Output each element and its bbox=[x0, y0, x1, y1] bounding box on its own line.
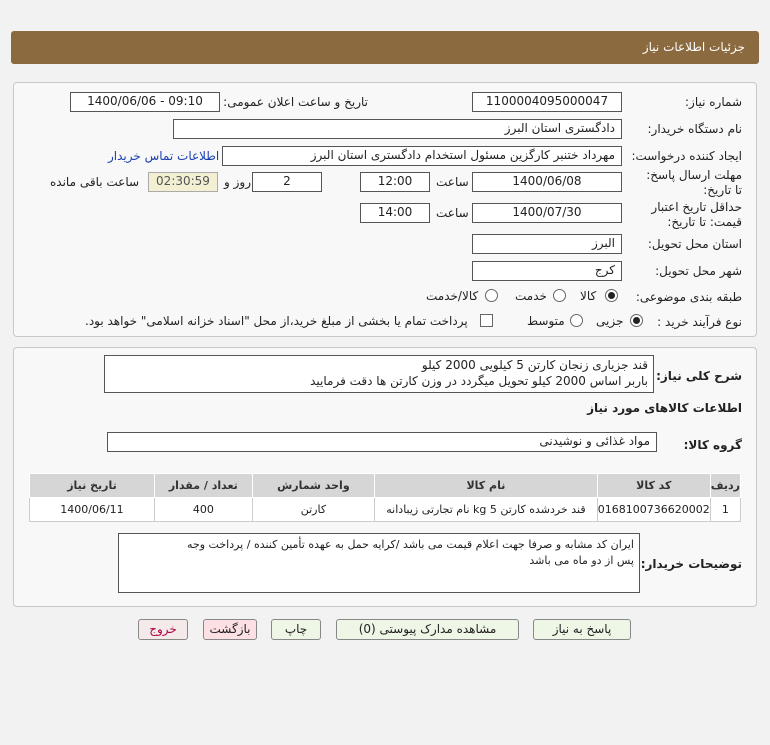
buyer-notes-line-2: پس از دو ماه می باشد bbox=[529, 554, 634, 567]
attachments-button[interactable]: مشاهده مدارک پیوستی (0) bbox=[336, 619, 519, 640]
category-both-label: کالا/خدمت bbox=[426, 289, 479, 303]
buyer-notes-label: توضیحات خریدار: bbox=[640, 557, 742, 571]
province-field: البرز bbox=[472, 234, 622, 254]
reply-button[interactable]: پاسخ به نیاز bbox=[533, 619, 631, 640]
cell-unit: کارتن bbox=[252, 498, 374, 522]
category-label: طبقه بندی موضوعی: bbox=[635, 290, 742, 304]
price-valid-time-field: 14:00 bbox=[360, 203, 430, 223]
description-box bbox=[104, 355, 654, 393]
cell-date: 1400/06/11 bbox=[30, 498, 155, 522]
page-header bbox=[11, 31, 759, 64]
table-header-row bbox=[30, 474, 741, 498]
province-label: استان محل تحویل: bbox=[647, 237, 742, 251]
price-valid-date-field: 1400/07/30 bbox=[472, 203, 622, 223]
cell-code: 0168100736620002 bbox=[597, 498, 710, 522]
deadline-label: مهلت ارسال پاسخ: تا تاریخ: bbox=[646, 168, 742, 197]
goods-group-field: مواد غذائی و نوشیدنی bbox=[107, 432, 657, 452]
goods-table bbox=[29, 473, 741, 522]
category-goods-label: کالا bbox=[580, 289, 597, 303]
print-button[interactable]: چاپ bbox=[271, 619, 321, 640]
creator-field: مهرداد ختنبر کارگزین مسئول استخدام دادگستری استان البرز bbox=[222, 146, 622, 166]
process-medium-radio[interactable] bbox=[570, 314, 583, 327]
remaining-timer: 02:30:59 bbox=[148, 172, 218, 192]
deadline-time-label: ساعت bbox=[436, 175, 469, 189]
cell-row: 1 bbox=[710, 498, 740, 522]
deadline-date-field: 1400/06/08 bbox=[472, 172, 622, 192]
col-date-header: تاریخ نیاز bbox=[30, 474, 155, 498]
cell-qty: 400 bbox=[154, 498, 252, 522]
col-unit-header: واحد شمارش bbox=[252, 474, 374, 498]
description-line-2: باربر اساس 2000 کیلو تحویل میگردد در وزن کارتن ها دقت فرمایید bbox=[310, 374, 648, 388]
description-label: شرح کلی نیاز: bbox=[656, 369, 742, 383]
remaining-label: ساعت باقی مانده bbox=[50, 175, 140, 189]
treasury-payment-checkbox[interactable] bbox=[480, 314, 493, 327]
announce-field: 1400/06/06 - 09:10 bbox=[70, 92, 220, 112]
goods-info-title: اطلاعات کالاهای مورد نیاز bbox=[587, 401, 742, 415]
deadline-time-field: 12:00 bbox=[360, 172, 430, 192]
table-row bbox=[30, 498, 741, 522]
category-goods-radio[interactable] bbox=[605, 289, 618, 302]
price-valid-label: حداقل تاریخ اعتبار قیمت: تا تاریخ: bbox=[651, 200, 742, 229]
city-field: کرج bbox=[472, 261, 622, 281]
treasury-payment-note: پرداخت تمام یا بخشی از مبلغ خرید،از محل "اسناد خزانه اسلامی" خواهد بود. bbox=[85, 314, 468, 328]
col-code-header: کد کالا bbox=[597, 474, 710, 498]
announce-label: تاریخ و ساعت اعلان عمومی: bbox=[223, 95, 368, 109]
goods-group-label: گروه کالا: bbox=[683, 438, 742, 452]
back-button[interactable]: بازگشت bbox=[203, 619, 257, 640]
price-valid-time-label: ساعت bbox=[436, 206, 469, 220]
creator-label: ایجاد کننده درخواست: bbox=[631, 149, 742, 163]
city-label: شهر محل تحویل: bbox=[655, 264, 742, 278]
days-label: روز و bbox=[224, 175, 251, 189]
col-qty-header: تعداد / مقدار bbox=[154, 474, 252, 498]
category-both-radio[interactable] bbox=[485, 289, 498, 302]
process-label: نوع فرآیند خرید : bbox=[657, 315, 742, 329]
buyer-org-label: نام دستگاه خریدار: bbox=[647, 122, 742, 136]
category-service-radio[interactable] bbox=[553, 289, 566, 302]
category-service-label: خدمت bbox=[515, 289, 547, 303]
description-line-1: قند جزیاری زنجان کارتن 5 کیلویی 2000 کیلو bbox=[421, 358, 648, 372]
cell-name: قند خردشده کارتن 5 kg نام تجارتی زیبادانه bbox=[375, 498, 598, 522]
buyer-org-field: دادگستری استان البرز bbox=[173, 119, 622, 139]
buyer-notes-box bbox=[118, 533, 640, 593]
process-small-label: جزیی bbox=[596, 314, 624, 328]
exit-button[interactable]: خروج bbox=[138, 619, 188, 640]
days-field: 2 bbox=[252, 172, 322, 192]
process-small-radio[interactable] bbox=[630, 314, 643, 327]
need-number-field: 1100004095000047 bbox=[472, 92, 622, 112]
process-medium-label: متوسط bbox=[527, 314, 565, 328]
contact-buyer-link[interactable]: اطلاعات تماس خریدار bbox=[108, 149, 220, 163]
page-title: جزئیات اطلاعات نیاز bbox=[642, 40, 745, 54]
col-name-header: نام کالا bbox=[375, 474, 598, 498]
buyer-notes-line-1: ایران کد مشابه و صرفا جهت اعلام قیمت می باشد /کرایه حمل به عهده تأمین کننده / پرداخت وجه bbox=[187, 538, 634, 551]
col-row-header: ردیف bbox=[710, 474, 740, 498]
need-number-label: شماره نیاز: bbox=[685, 95, 742, 109]
